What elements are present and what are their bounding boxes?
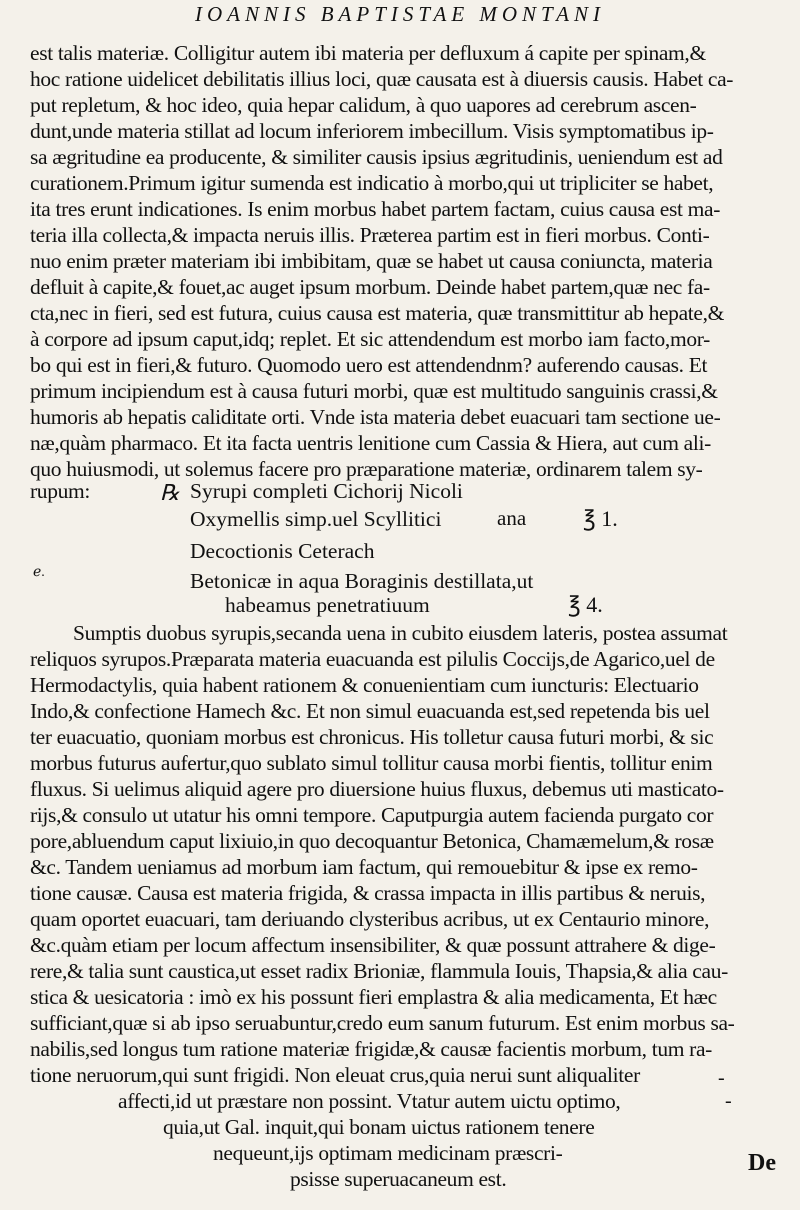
text-line: nabilis,sed longus tum ratione materiæ frigidæ,& causæ facientis morbum, tum ra-	[30, 1037, 712, 1061]
margin-mark: -	[718, 1067, 725, 1089]
text-line: affecti,id ut præstare non possint. Vtatur autem uictu optimo,	[118, 1089, 621, 1113]
text-line: bo qui est in fieri,& futuro. Quomodo uero est attendendnm? auferendo causas. Et	[30, 353, 708, 377]
margin-mark: -	[725, 1090, 732, 1112]
text-line: humoris ab hepatis caliditate orti. Vnde ista materia debet euacuari tam sectione ue-	[30, 405, 721, 429]
text-line: primum incipiendum est à causa futuri morbi, quæ est multitudo sanguinis crassi,&	[30, 379, 718, 403]
text-line: tione causæ. Causa est materia frigida, & crassa impacta in illis partibus & neruis,	[30, 881, 706, 905]
recipe-ana: ana	[497, 506, 527, 530]
text-line: nequeunt,ijs optimam medicinam præscri-	[213, 1141, 563, 1165]
text-line: sufficiant,quæ si ab ipso seruabuntur,credo eum sanum futurum. Est enim morbus sa-	[30, 1011, 735, 1035]
text-line: dunt,unde materia stillat ad locum inferiorem imbecillum. Visis symptomatibus ip-	[30, 119, 714, 143]
margin-mark: ℯ.	[33, 565, 45, 580]
text-line: fluxus. Si uelimus aliquid agere pro diuersione huius fluxus, debemus uti masticato-	[30, 777, 724, 801]
text-line: quo huiusmodi, ut solemus facere pro præparatione materiæ, ordinarem talem sy-	[30, 457, 703, 481]
text-line: pore,abluendum caput lixiuio,in quo decoquantur Betonica, Chamæmelum,& rosæ	[30, 829, 714, 853]
text-line: Sumptis duobus syrupis,secanda uena in cubito eiusdem lateris, postea assumat	[73, 621, 728, 645]
text-line: quia,ut Gal. inquit,qui bonam uictus rationem tenere	[163, 1115, 595, 1139]
text-line: nuo enim præter materiam ibi imbibitam, quæ se habet ut causa coniuncta, materia	[30, 249, 713, 273]
recipe-line: Oxymellis simp.uel Scyllitici	[190, 507, 442, 531]
text-line: ita tres erunt indicationes. Is enim morbus habet partem factam, cuius causa est ma-	[30, 197, 721, 221]
running-head: IOANNIS BAPTISTAE MONTANI	[194, 2, 606, 26]
recipe-line: Betonicæ in aqua Boraginis destillata,ut	[190, 569, 534, 593]
ounce-mark: ℥ 4.	[568, 592, 603, 617]
text-line: rijs,& consulo ut utatur his omni tempore. Caputpurgia autem facienda purgato cor	[30, 803, 714, 827]
text-line: næ,quàm pharmaco. Et ita facta uentris lenitione cum Cassia & Hiera, aut cum ali-	[30, 431, 711, 455]
recipe-line: Syrupi completi Cichorij Nicoli	[190, 479, 463, 503]
text-line: &c.quàm etiam per locum affectum insensibiliter, & quæ possunt attrahere & dige-	[30, 933, 716, 957]
text-line: rupum:	[30, 479, 91, 503]
text-line: quam oportet euacuari, tam deriuando clysteribus acribus, ut ex Centaurio minore,	[30, 907, 710, 931]
text-line: psisse superuacaneum est.	[290, 1167, 507, 1191]
text-line: defluit à capite,& fouet,ac auget ipsum morbum. Deinde habet partem,quæ nec fa-	[30, 275, 710, 299]
text-line: cta,nec in fieri, sed est futura, cuius causa est materia, quæ transmittitur ab hepate,&	[30, 301, 724, 325]
text-line: rere,& talia sunt caustica,ut esset radix Brioniæ, flammula Iouis, Thapsia,& alia cau-	[30, 959, 728, 983]
text-line: morbus futurus aufertur,quo sublato simul tollitur causa morbi fientis, tollitur enim	[30, 751, 713, 775]
text-line: reliquos syrupos.Præparata materia euacuanda est pilulis Coccijs,de Agarico,uel de	[30, 647, 715, 671]
text-line: curationem.Primum igitur sumenda est indicatio à morbo,qui ut tripliciter se habet,	[30, 171, 714, 195]
text-line: stica & uesicatoria : imò ex his possunt fieri emplastra & alia medicamenta, Et hæc	[30, 985, 717, 1009]
text-line: tione neruorum,qui sunt frigidi. Non eleuat crus,quia nerui sunt aliqualiter	[30, 1063, 640, 1087]
text-line: hoc ratione uidelicet debilitatis illius loci, quæ causata est à diuersis causis. Habet ca-	[30, 67, 734, 91]
text-line: est talis materiæ. Colligitur autem ibi materia per defluxum á capite per spinam,&	[30, 41, 706, 65]
text-line: Hermodactylis, quia habent rationem & conuenientiam cum iuncturis: Electuario	[30, 673, 699, 697]
recipe-symbol: ℞	[160, 480, 180, 505]
text-line: teria illa collecta,& impacta neruis illis. Præterea partim est in fieri morbus. Conti-	[30, 223, 710, 247]
ounce-mark: ℥ 1.	[583, 506, 618, 531]
recipe-line: Decoctionis Ceterach	[190, 539, 375, 563]
text-line: ter euacuatio, quoniam morbus est chronicus. His tolletur causa futuri morbi, & sic	[30, 725, 714, 749]
recipe-line: habeamus penetratiuum	[225, 593, 430, 617]
text-line: put repletum, & hoc ideo, quia hepar calidum, à quo uapores ad cerebrum ascen-	[30, 93, 697, 117]
text-line: sa ægritudine ea producente, & similiter causis ipsius ægritudinis, ueniendum est ad	[30, 145, 723, 169]
text-line: &c. Tandem ueniamus ad morbum iam factum, qui remouebitur & ipse ex remo-	[30, 855, 698, 879]
catchword: De	[748, 1150, 776, 1176]
text-line: Indo,& confectione Hamech &c. Et non simul euacuanda est,sed repetenda bis uel	[30, 699, 710, 723]
text-line: à corpore ad ipsum caput,idq; replet. Et sic attendendum est morbo iam facto,mor-	[30, 327, 710, 351]
